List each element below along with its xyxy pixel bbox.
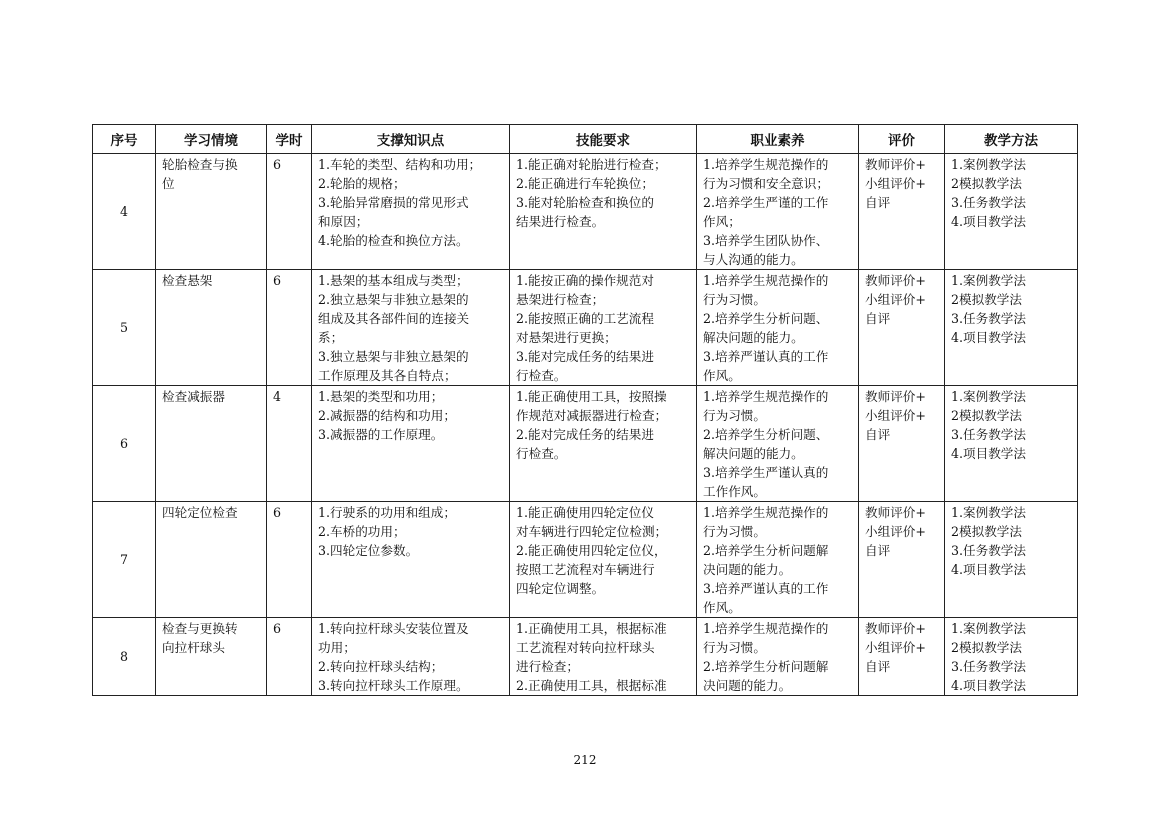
literacy-line: 3.培养严谨认真的工作 — [703, 349, 829, 364]
cell-skills — [510, 154, 697, 270]
evaluation-line: 自评 — [865, 543, 891, 558]
cell-knowledge — [312, 154, 510, 270]
methods-line: 2模拟教学法 — [951, 176, 1022, 191]
evaluation-line: 自评 — [865, 311, 891, 326]
cell-no: 5 — [93, 270, 156, 386]
knowledge-line: 4.轮胎的检查和换位方法。 — [318, 233, 469, 248]
cell-hours: 4 — [267, 386, 312, 502]
cell-no: 6 — [93, 386, 156, 502]
skills-line: 进行检查； — [516, 659, 579, 674]
methods-line: 3.任务教学法 — [951, 543, 1026, 558]
methods-line: 3.任务教学法 — [951, 195, 1026, 210]
knowledge-line: 功用； — [318, 640, 356, 655]
page-number: 212 — [573, 753, 597, 767]
situation-line: 检查减振器 — [162, 389, 225, 404]
literacy-line: 行为习惯。 — [703, 292, 766, 307]
knowledge-line: 1.转向拉杆球头安装位置及 — [318, 621, 469, 636]
cell-methods — [945, 618, 1078, 696]
cell-methods — [945, 386, 1078, 502]
cell-no: 8 — [93, 618, 156, 696]
cell-no: 7 — [93, 502, 156, 618]
skills-line: 对车辆进行四轮定位检测； — [516, 524, 668, 539]
cell-situation — [156, 502, 267, 618]
methods-line: 3.任务教学法 — [951, 427, 1026, 442]
cell-no: 4 — [93, 154, 156, 270]
evaluation-line: 教师评价+ — [865, 621, 926, 636]
methods-line: 1.案例教学法 — [951, 621, 1026, 636]
header-skills: 技能要求 — [510, 125, 697, 154]
literacy-line: 作风。 — [703, 368, 741, 383]
cell-situation — [156, 270, 267, 386]
knowledge-line: 2.车桥的功用； — [318, 524, 406, 539]
cell-skills — [510, 386, 697, 502]
skills-line: 作规范对减振器进行检查； — [516, 408, 668, 423]
methods-line: 1.案例教学法 — [951, 389, 1026, 404]
literacy-line: 1.培养学生规范操作的 — [703, 157, 829, 172]
skills-line: 2.能正确进行车轮换位； — [516, 176, 654, 191]
cell-methods — [945, 270, 1078, 386]
skills-line: 行检查。 — [516, 368, 567, 383]
header-knowledge: 支撑知识点 — [312, 125, 510, 154]
literacy-line: 1.培养学生规范操作的 — [703, 389, 829, 404]
knowledge-line: 2.减振器的结构和功用； — [318, 408, 456, 423]
methods-line: 4.项目教学法 — [951, 678, 1026, 693]
cell-knowledge — [312, 618, 510, 696]
cell-literacy — [697, 386, 859, 502]
methods-line: 2模拟教学法 — [951, 408, 1022, 423]
literacy-line: 2.培养学生分析问题、 — [703, 311, 829, 326]
evaluation-line: 自评 — [865, 427, 891, 442]
methods-line: 4.项目教学法 — [951, 214, 1026, 229]
literacy-line: 行为习惯。 — [703, 524, 766, 539]
knowledge-line: 3.转向拉杆球头工作原理。 — [318, 678, 469, 693]
evaluation-line: 小组评价+ — [865, 524, 926, 539]
cell-situation — [156, 618, 267, 696]
literacy-line: 决问题的能力。 — [703, 562, 792, 577]
knowledge-line: 组成及其各部件间的连接关 — [318, 311, 470, 326]
methods-line: 1.案例教学法 — [951, 273, 1026, 288]
skills-line: 2.正确使用工具，根据标准 — [516, 678, 667, 693]
knowledge-line: 2.独立悬架与非独立悬架的 — [318, 292, 469, 307]
literacy-line: 2.培养学生分析问题解 — [703, 659, 829, 674]
literacy-line: 决问题的能力。 — [703, 678, 792, 693]
skills-line: 2.能按照正确的工艺流程 — [516, 311, 654, 326]
cell-methods — [945, 154, 1078, 270]
cell-hours: 6 — [267, 502, 312, 618]
cell-literacy — [697, 618, 859, 696]
cell-skills — [510, 618, 697, 696]
table-row — [93, 270, 1078, 386]
skills-line: 2.能对完成任务的结果进 — [516, 427, 654, 442]
methods-line: 1.案例教学法 — [951, 157, 1026, 172]
evaluation-line: 教师评价+ — [865, 505, 926, 520]
methods-line: 4.项目教学法 — [951, 562, 1026, 577]
situation-line: 检查与更换转 — [162, 621, 238, 636]
knowledge-line: 1.行驶系的功用和组成； — [318, 505, 456, 520]
knowledge-line: 3.轮胎异常磨损的常见形式 — [318, 195, 469, 210]
table-row — [93, 618, 1078, 696]
methods-line: 1.案例教学法 — [951, 505, 1026, 520]
cell-situation — [156, 154, 267, 270]
literacy-line: 与人沟通的能力。 — [703, 252, 804, 267]
skills-line: 按照工艺流程对车辆进行 — [516, 562, 655, 577]
methods-line: 3.任务教学法 — [951, 311, 1026, 326]
header-hours: 学时 — [267, 125, 312, 154]
literacy-line: 作风； — [703, 214, 741, 229]
literacy-line: 解决问题的能力。 — [703, 446, 804, 461]
cell-skills — [510, 270, 697, 386]
header-methods: 教学方法 — [945, 125, 1078, 154]
literacy-line: 行为习惯和安全意识； — [703, 176, 829, 191]
table-row — [93, 154, 1078, 270]
methods-line: 3.任务教学法 — [951, 659, 1026, 674]
knowledge-line: 2.转向拉杆球头结构； — [318, 659, 444, 674]
cell-literacy — [697, 502, 859, 618]
skills-line: 1.能正确使用四轮定位仪 — [516, 505, 654, 520]
header-evaluation: 评价 — [859, 125, 945, 154]
evaluation-line: 教师评价+ — [865, 157, 926, 172]
skills-line: 结果进行检查。 — [516, 214, 605, 229]
knowledge-line: 3.减振器的工作原理。 — [318, 427, 444, 442]
knowledge-line: 3.独立悬架与非独立悬架的 — [318, 349, 469, 364]
knowledge-line: 系； — [318, 330, 344, 345]
cell-evaluation — [859, 270, 945, 386]
header-no: 序号 — [93, 125, 156, 154]
knowledge-line: 工作原理及其各自特点； — [318, 368, 457, 383]
skills-line: 行检查。 — [516, 446, 567, 461]
evaluation-line: 小组评价+ — [865, 176, 926, 191]
curriculum-table — [92, 124, 1078, 696]
knowledge-line: 3.四轮定位参数。 — [318, 543, 419, 558]
situation-line: 向拉杆球头 — [162, 640, 225, 655]
situation-line: 位 — [162, 176, 175, 191]
methods-line: 2模拟教学法 — [951, 524, 1022, 539]
literacy-line: 2.培养学生分析问题解 — [703, 543, 829, 558]
situation-line: 检查悬架 — [162, 273, 213, 288]
methods-line: 4.项目教学法 — [951, 446, 1026, 461]
knowledge-line: 1.悬架的类型和功用； — [318, 389, 444, 404]
cell-knowledge — [312, 386, 510, 502]
table-row — [93, 386, 1078, 502]
skills-line: 工艺流程对转向拉杆球头 — [516, 640, 655, 655]
methods-line: 4.项目教学法 — [951, 330, 1026, 345]
literacy-line: 1.培养学生规范操作的 — [703, 621, 829, 636]
evaluation-line: 教师评价+ — [865, 389, 926, 404]
cell-evaluation — [859, 502, 945, 618]
cell-knowledge — [312, 502, 510, 618]
literacy-line: 解决问题的能力。 — [703, 330, 804, 345]
skills-line: 3.能对轮胎检查和换位的 — [516, 195, 654, 210]
header-situation: 学习情境 — [156, 125, 267, 154]
knowledge-line: 和原因； — [318, 214, 369, 229]
literacy-line: 1.培养学生规范操作的 — [703, 505, 829, 520]
skills-line: 3.能对完成任务的结果进 — [516, 349, 654, 364]
literacy-line: 3.培养严谨认真的工作 — [703, 581, 829, 596]
literacy-line: 行为习惯。 — [703, 408, 766, 423]
skills-line: 1.正确使用工具，根据标准 — [516, 621, 667, 636]
cell-evaluation — [859, 386, 945, 502]
literacy-line: 1.培养学生规范操作的 — [703, 273, 829, 288]
situation-line: 轮胎检查与换 — [162, 157, 238, 172]
table-row — [93, 502, 1078, 618]
knowledge-line: 1.车轮的类型、结构和功用； — [318, 157, 482, 172]
literacy-line: 3.培养学生团队协作、 — [703, 233, 829, 248]
skills-line: 对悬架进行更换； — [516, 330, 617, 345]
skills-line: 1.能按正确的操作规范对 — [516, 273, 654, 288]
skills-line: 四轮定位调整。 — [516, 581, 605, 596]
evaluation-line: 自评 — [865, 659, 891, 674]
evaluation-line: 自评 — [865, 195, 891, 210]
cell-evaluation — [859, 618, 945, 696]
literacy-line: 行为习惯。 — [703, 640, 766, 655]
cell-evaluation — [859, 154, 945, 270]
evaluation-line: 小组评价+ — [865, 640, 926, 655]
cell-skills — [510, 502, 697, 618]
skills-line: 2.能正确使用四轮定位仪， — [516, 543, 667, 558]
cell-hours: 6 — [267, 154, 312, 270]
cell-methods — [945, 502, 1078, 618]
cell-situation — [156, 386, 267, 502]
skills-line: 1.能正确对轮胎进行检查； — [516, 157, 667, 172]
skills-line: 悬架进行检查； — [516, 292, 605, 307]
literacy-line: 工作作风。 — [703, 484, 766, 499]
knowledge-line: 2.轮胎的规格； — [318, 176, 406, 191]
cell-knowledge — [312, 270, 510, 386]
situation-line: 四轮定位检查 — [162, 505, 238, 520]
literacy-line: 3.培养学生严谨认真的 — [703, 465, 829, 480]
evaluation-line: 教师评价+ — [865, 273, 926, 288]
header-literacy: 职业素养 — [697, 125, 859, 154]
cell-hours: 6 — [267, 270, 312, 386]
evaluation-line: 小组评价+ — [865, 408, 926, 423]
cell-literacy — [697, 154, 859, 270]
skills-line: 1.能正确使用工具，按照操 — [516, 389, 667, 404]
table-header-row — [93, 125, 1078, 154]
cell-literacy — [697, 270, 859, 386]
methods-line: 2模拟教学法 — [951, 640, 1022, 655]
methods-line: 2模拟教学法 — [951, 292, 1022, 307]
literacy-line: 作风。 — [703, 600, 741, 615]
literacy-line: 2.培养学生分析问题、 — [703, 427, 829, 442]
literacy-line: 2.培养学生严谨的工作 — [703, 195, 829, 210]
cell-hours: 6 — [267, 618, 312, 696]
knowledge-line: 1.悬架的基本组成与类型； — [318, 273, 469, 288]
evaluation-line: 小组评价+ — [865, 292, 926, 307]
